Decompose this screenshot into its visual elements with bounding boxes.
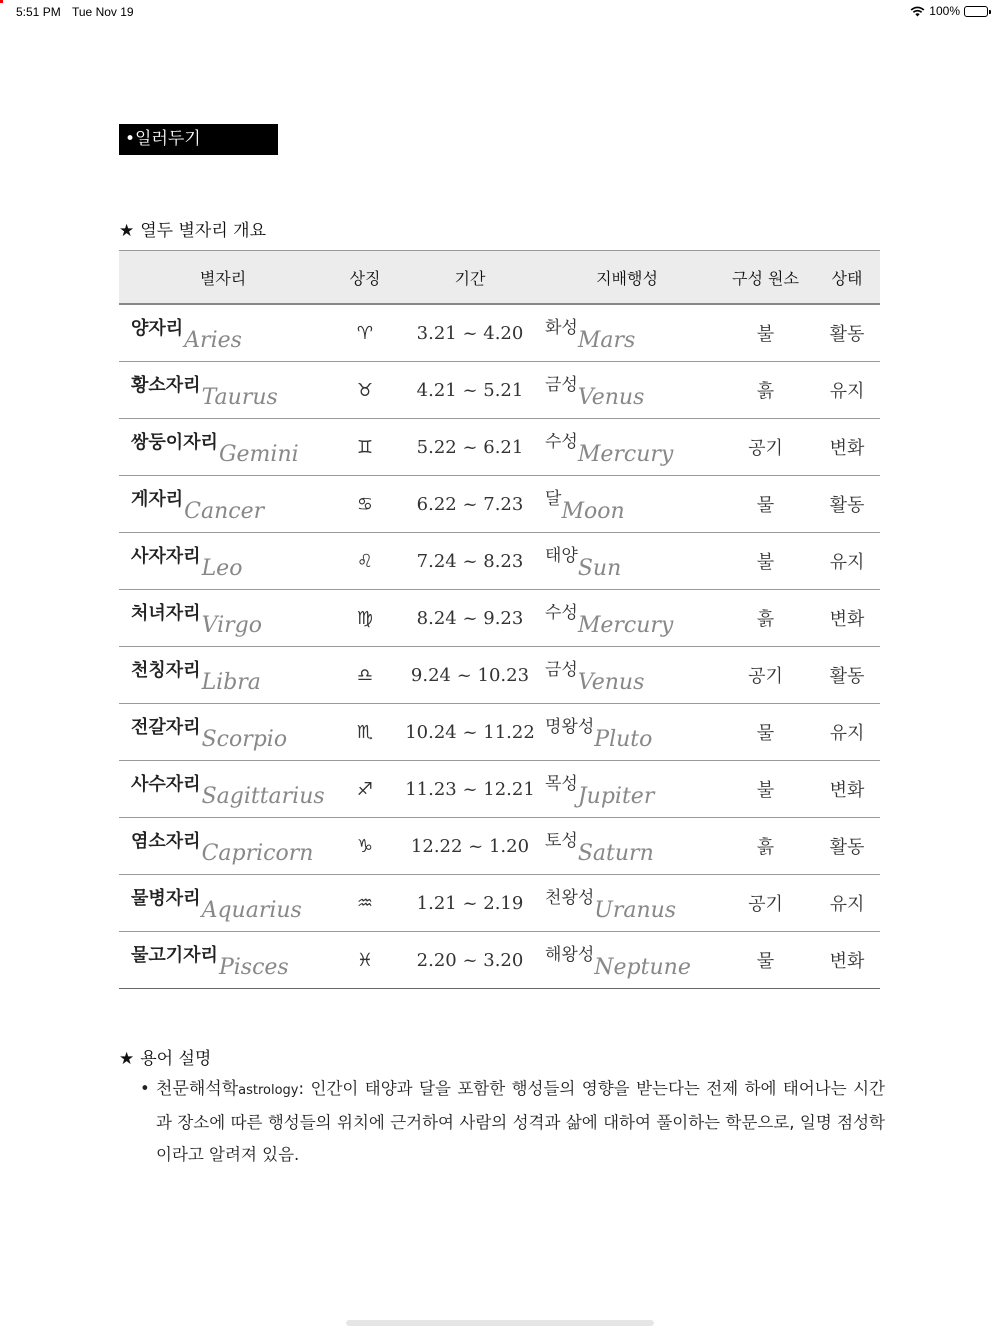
constellation-korean: 전갈자리 xyxy=(131,716,201,738)
status-right xyxy=(910,4,988,18)
status-date: Tue Nov 19 xyxy=(72,5,134,19)
constellation-english: Gemini xyxy=(218,441,299,467)
zodiac-symbol-icon: ♓︎ xyxy=(327,932,403,989)
planet-english: Venus xyxy=(577,670,645,695)
constellation-english: Pisces xyxy=(218,954,289,980)
constellation-korean: 게자리 xyxy=(131,488,184,510)
state-cell: 변화 xyxy=(814,932,880,989)
planet-korean: 명왕성 xyxy=(545,717,595,737)
zodiac-symbol-icon: ♉︎ xyxy=(327,362,403,419)
element-cell: 흙 xyxy=(717,818,814,875)
planet-korean: 토성 xyxy=(545,831,578,851)
header-state: 상태 xyxy=(814,251,880,305)
header-ruling-planet: 지배행성 xyxy=(537,251,717,305)
element-cell: 물 xyxy=(717,476,814,533)
constellation-korean: 처녀자리 xyxy=(131,602,201,624)
constellation-cell xyxy=(119,761,327,818)
ruling-planet-cell xyxy=(537,419,717,476)
period-cell: 9.24 ~ 10.23 xyxy=(403,647,537,704)
section-label-box: •일러두기 xyxy=(119,124,278,155)
constellation-english: Taurus xyxy=(201,384,278,410)
state-cell: 유지 xyxy=(814,362,880,419)
constellation-korean: 황소자리 xyxy=(131,374,201,396)
ruling-planet-cell xyxy=(537,704,717,761)
table-row xyxy=(119,476,880,533)
period-cell: 10.24 ~ 11.22 xyxy=(403,704,537,761)
element-cell: 흙 xyxy=(717,590,814,647)
zodiac-symbol-icon: ♍︎ xyxy=(327,590,403,647)
period-cell: 12.22 ~ 1.20 xyxy=(403,818,537,875)
table-header-row xyxy=(119,251,880,305)
constellation-korean: 물병자리 xyxy=(131,887,201,909)
status-bar xyxy=(0,0,1000,24)
element-cell: 물 xyxy=(717,704,814,761)
planet-korean: 금성 xyxy=(545,375,578,395)
ruling-planet-cell xyxy=(537,761,717,818)
planet-english: Sun xyxy=(577,556,622,581)
constellation-english: Capricorn xyxy=(201,840,314,866)
state-cell: 변화 xyxy=(814,761,880,818)
constellation-english: Aries xyxy=(184,327,242,353)
zodiac-symbol-icon: ♊︎ xyxy=(327,419,403,476)
term-english: astrology xyxy=(238,1083,299,1098)
planet-english: Saturn xyxy=(577,841,654,866)
overview-title: 열두 별자리 개요 xyxy=(140,221,267,241)
zodiac-symbol-icon: ♌︎ xyxy=(327,533,403,590)
constellation-korean: 사자자리 xyxy=(131,545,201,567)
constellation-english: Libra xyxy=(201,669,261,695)
planet-english: Pluto xyxy=(594,727,653,752)
planet-english: Uranus xyxy=(594,898,677,923)
table-row xyxy=(119,818,880,875)
header-period: 기간 xyxy=(403,251,537,305)
state-cell: 활동 xyxy=(814,647,880,704)
planet-english: Mars xyxy=(577,328,636,353)
element-cell: 공기 xyxy=(717,647,814,704)
bullet-icon: • xyxy=(140,1079,150,1098)
table-row xyxy=(119,875,880,932)
planet-korean: 태양 xyxy=(545,546,578,566)
home-indicator xyxy=(346,1320,654,1326)
constellation-korean: 염소자리 xyxy=(131,830,201,852)
ruling-planet-cell xyxy=(537,647,717,704)
planet-korean: 수성 xyxy=(545,603,578,623)
constellation-english: Cancer xyxy=(184,498,265,524)
table-row xyxy=(119,704,880,761)
term-definition: : 인간이 태양과 달을 포함한 행성들의 영향을 받는다는 전제 하에 태어나는 시간과 장소에 따른 행성들의 위치에 근거하여 사람의 성격과 삶에 대하여 풀이하는 학문으로, 일명 점성학이라고 알려져 있음. xyxy=(156,1079,885,1164)
status-time: 5:51 PM xyxy=(16,5,61,19)
planet-korean: 수성 xyxy=(545,432,578,452)
zodiac-symbol-icon: ♈︎ xyxy=(327,304,403,362)
planet-english: Jupiter xyxy=(577,784,655,809)
constellation-cell xyxy=(119,590,327,647)
ruling-planet-cell xyxy=(537,476,717,533)
state-cell: 활동 xyxy=(814,818,880,875)
period-cell: 2.20 ~ 3.20 xyxy=(403,932,537,989)
zodiac-symbol-icon: ♏︎ xyxy=(327,704,403,761)
constellation-cell xyxy=(119,932,327,989)
table-row xyxy=(119,419,880,476)
constellation-cell xyxy=(119,533,327,590)
ruling-planet-cell xyxy=(537,932,717,989)
planet-english: Mercury xyxy=(577,613,674,638)
constellation-cell xyxy=(119,419,327,476)
constellation-cell xyxy=(119,875,327,932)
header-constellation: 별자리 xyxy=(119,251,327,305)
constellation-korean: 천칭자리 xyxy=(131,659,201,681)
table-row xyxy=(119,533,880,590)
planet-korean: 천왕성 xyxy=(545,888,595,908)
ruling-planet-cell xyxy=(537,875,717,932)
element-cell: 불 xyxy=(717,761,814,818)
period-cell: 3.21 ~ 4.20 xyxy=(403,304,537,362)
state-cell: 활동 xyxy=(814,476,880,533)
period-cell: 5.22 ~ 6.21 xyxy=(403,419,537,476)
zodiac-symbol-icon: ♒︎ xyxy=(327,875,403,932)
zodiac-symbol-icon: ♋︎ xyxy=(327,476,403,533)
table-row xyxy=(119,761,880,818)
element-cell: 불 xyxy=(717,533,814,590)
constellation-english: Sagittarius xyxy=(201,783,325,809)
terms-title: 용어 설명 xyxy=(140,1049,212,1069)
planet-english: Neptune xyxy=(594,955,691,980)
period-cell: 4.21 ~ 5.21 xyxy=(403,362,537,419)
element-cell: 흙 xyxy=(717,362,814,419)
state-cell: 변화 xyxy=(814,419,880,476)
overview-heading xyxy=(119,216,266,241)
constellation-cell xyxy=(119,304,327,362)
state-cell: 유지 xyxy=(814,533,880,590)
period-cell: 1.21 ~ 2.19 xyxy=(403,875,537,932)
planet-korean: 달 xyxy=(545,489,562,509)
state-cell: 변화 xyxy=(814,590,880,647)
table-row xyxy=(119,304,880,362)
ruling-planet-cell xyxy=(537,533,717,590)
ruling-planet-cell xyxy=(537,362,717,419)
constellation-english: Scorpio xyxy=(201,726,288,752)
zodiac-table xyxy=(119,250,880,989)
constellation-korean: 물고기자리 xyxy=(131,944,218,966)
constellation-korean: 쌍둥이자리 xyxy=(131,431,218,453)
table-row xyxy=(119,647,880,704)
state-cell: 유지 xyxy=(814,875,880,932)
table-row xyxy=(119,362,880,419)
constellation-cell xyxy=(119,704,327,761)
header-element: 구성 원소 xyxy=(717,251,814,305)
table-row xyxy=(119,590,880,647)
planet-korean: 목성 xyxy=(545,774,578,794)
ruling-planet-cell xyxy=(537,304,717,362)
ruling-planet-cell xyxy=(537,818,717,875)
period-cell: 8.24 ~ 9.23 xyxy=(403,590,537,647)
planet-english: Venus xyxy=(577,385,645,410)
constellation-cell xyxy=(119,362,327,419)
zodiac-symbol-icon: ♑︎ xyxy=(327,818,403,875)
planet-korean: 금성 xyxy=(545,660,578,680)
period-cell: 11.23 ~ 12.21 xyxy=(403,761,537,818)
star-icon: ★ xyxy=(119,1049,135,1069)
period-cell: 7.24 ~ 8.23 xyxy=(403,533,537,590)
constellation-korean: 사수자리 xyxy=(131,773,201,795)
star-icon: ★ xyxy=(119,221,135,241)
element-cell: 불 xyxy=(717,304,814,362)
table-row xyxy=(119,932,880,989)
planet-korean: 해왕성 xyxy=(545,945,595,965)
planet-english: Moon xyxy=(561,499,625,524)
constellation-english: Leo xyxy=(201,555,243,581)
term-word: 천문해석학 xyxy=(156,1079,239,1099)
ruling-planet-cell xyxy=(537,590,717,647)
header-symbol: 상징 xyxy=(327,251,403,305)
constellation-english: Aquarius xyxy=(201,897,302,923)
battery-percent: 100% xyxy=(929,4,960,18)
element-cell: 공기 xyxy=(717,875,814,932)
constellation-cell xyxy=(119,476,327,533)
constellation-cell xyxy=(119,818,327,875)
planet-korean: 화성 xyxy=(545,318,578,338)
zodiac-symbol-icon: ♎︎ xyxy=(327,647,403,704)
state-cell: 유지 xyxy=(814,704,880,761)
battery-icon xyxy=(964,6,988,17)
element-cell: 물 xyxy=(717,932,814,989)
constellation-korean: 양자리 xyxy=(131,317,184,339)
zodiac-symbol-icon: ♐︎ xyxy=(327,761,403,818)
constellation-english: Virgo xyxy=(201,612,262,638)
term-item xyxy=(140,1073,885,1171)
element-cell: 공기 xyxy=(717,419,814,476)
planet-english: Mercury xyxy=(577,442,674,467)
terms-heading xyxy=(119,1044,211,1069)
wifi-icon xyxy=(910,6,925,17)
state-cell: 활동 xyxy=(814,304,880,362)
period-cell: 6.22 ~ 7.23 xyxy=(403,476,537,533)
constellation-cell xyxy=(119,647,327,704)
term-text xyxy=(140,1073,885,1171)
